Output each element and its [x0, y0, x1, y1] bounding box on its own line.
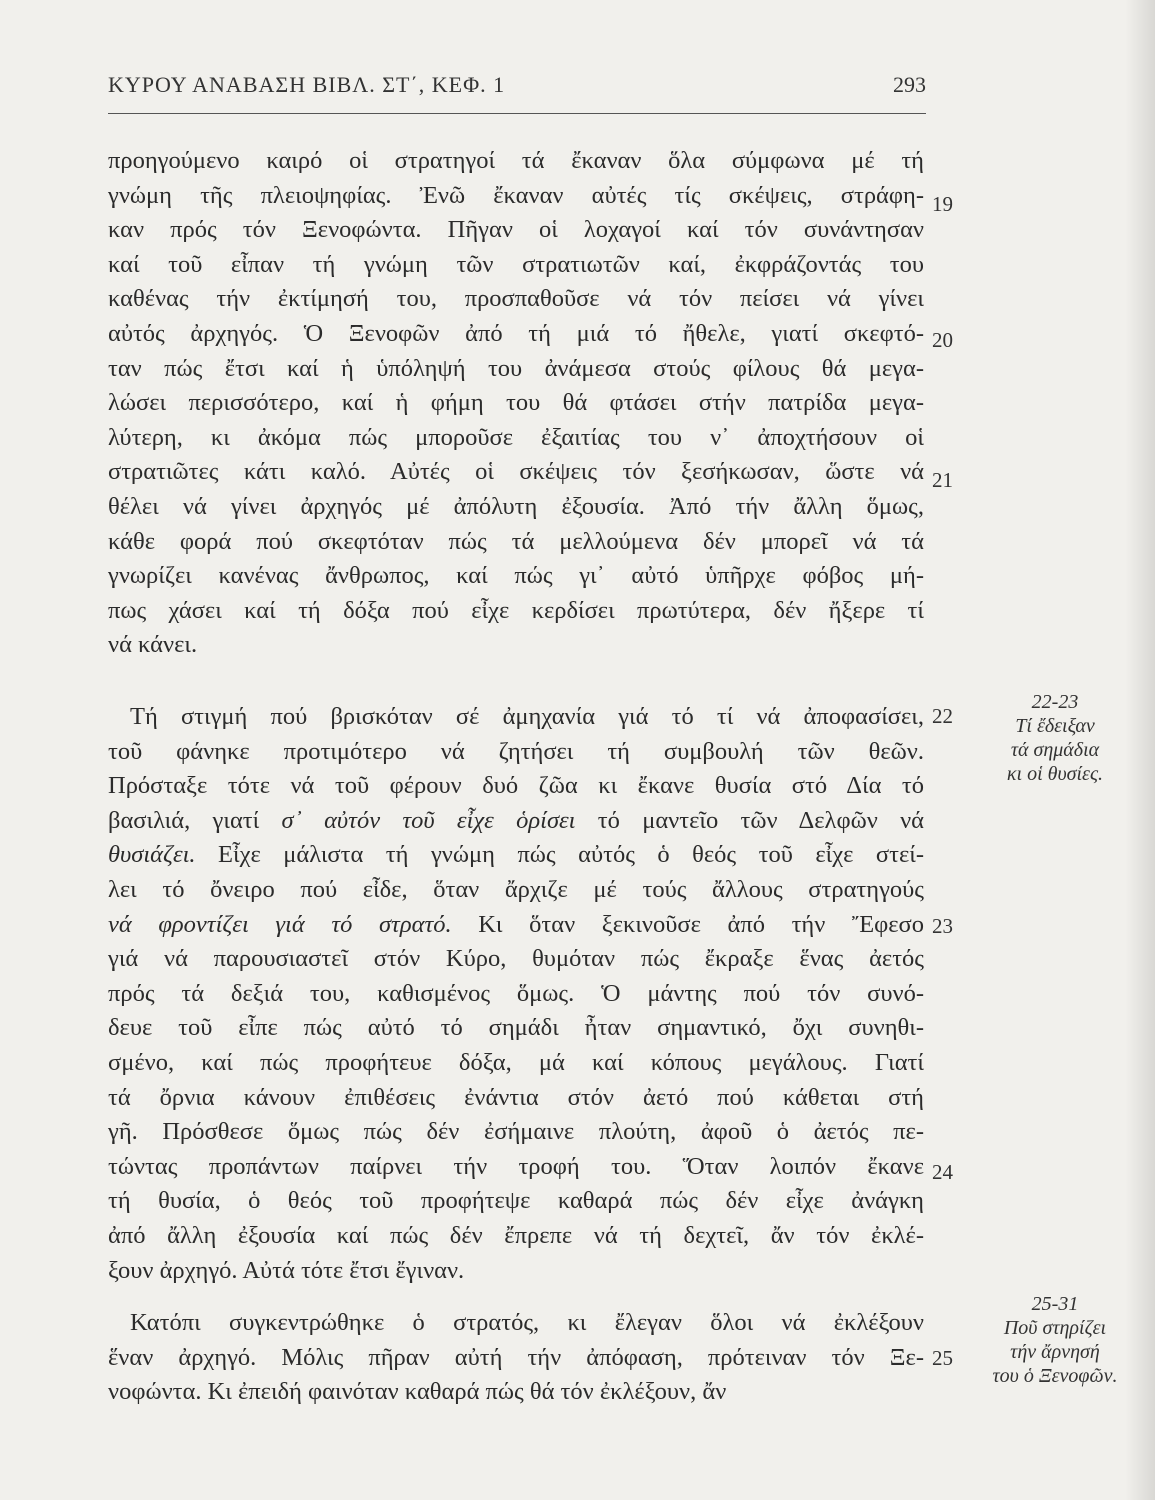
text-line — [108, 1184, 924, 1218]
text-line — [108, 213, 924, 247]
running-head-title: ΚΥΡΟΥ ΑΝΑΒΑΣΗ ΒΙΒΛ. ΣΤ΄, ΚΕΦ. 1 — [108, 72, 506, 97]
text-line — [108, 942, 924, 976]
italic-quote: θυσιάζει. — [108, 841, 196, 868]
text-segment: πως χάσει καί τή δόξα πού εἶχε κερδίσει πρωτύτερα, δέν ἤξερε τί — [108, 597, 924, 624]
text-segment: τό μαντεῖο τῶν Δελφῶν νά — [575, 807, 924, 834]
text-line — [108, 908, 924, 942]
text-segment: γιά νά παρουσιαστεῖ στόν Κύρο, θυμόταν πώς ἔκραξε ἕνας ἀετός — [108, 945, 924, 972]
italic-quote: νά φροντίζει γιά τό στρατό. — [108, 911, 452, 938]
margin-note-line: Ποῦ στηρίζει — [1003, 1317, 1107, 1339]
margin-note-line: Τί ἔδειξαν — [1015, 715, 1095, 737]
text-segment: αὐτός ἀρχηγός. Ὁ Ξενοφῶν ἀπό τή μιά τό ἤθελε, γιατί σκεφτό- — [108, 320, 924, 347]
text-segment: θέλει νά γίνει ἀρχηγός μέ ἀπόλυτη ἐξουσία. Ἀπό τήν ἄλλη ὅμως, — [108, 493, 924, 520]
text-segment: καθένας τήν ἐκτίμησή του, προσπαθοῦσε νά τόν πείσει νά γίνει — [108, 285, 924, 312]
text-segment: Κατόπι συγκεντρώθηκε ὁ στρατός, κι ἔλεγαν ὅλοι νά ἐκλέξουν — [130, 1309, 924, 1336]
text-segment: βασιλιά, γιατί — [108, 807, 282, 834]
section-number: 25 — [932, 1346, 953, 1370]
text-segment: καί τοῦ εἶπαν τή γνώμη τῶν στρατιωτῶν καί, ἐκφράζοντάς του — [108, 251, 924, 278]
text-segment: καν πρός τόν Ξενοφώντα. Πῆγαν οἱ λοχαγοί καί τόν συνάντησαν — [108, 216, 924, 243]
section-number: 24 — [932, 1160, 953, 1184]
text-line — [108, 769, 924, 803]
text-line — [108, 455, 924, 489]
text-line — [108, 386, 924, 420]
section-number: 22 — [932, 704, 953, 728]
text-line — [108, 525, 924, 559]
text-segment: Εἶχε μάλιστα τή γνώμη πώς αὐτός ὁ θεός τοῦ εἶχε στεί- — [195, 841, 924, 868]
italic-quote: σ᾽ αὐτόν τοῦ εἶχε ὁρίσει — [281, 807, 576, 834]
section-number: 23 — [932, 914, 953, 938]
text-line — [108, 1150, 924, 1184]
text-segment: λώσει περισσότερο, καί ἡ φήμη του θά φτάσει στήν πατρίδα μεγα- — [108, 389, 924, 416]
text-line — [108, 1011, 924, 1045]
text-segment: τοῦ φάνηκε προτιμότερο νά ζητήσει τή συμβουλή τῶν θεῶν. — [108, 738, 924, 765]
page-number: 293 — [893, 72, 926, 97]
margin-note-range: 22-23 — [1031, 691, 1079, 713]
text-line — [108, 282, 924, 316]
text-segment: λύτερη, κι ἀκόμα πώς μποροῦσε ἐξαιτίας του ν᾽ ἀποχτήσουν οἱ — [108, 424, 924, 451]
text-segment: προηγούμενο καιρό οἱ στρατηγοί τά ἔκαναν ὅλα σύμφωνα μέ τή — [108, 147, 924, 174]
text-segment: λει τό ὄνειρο πού εἶδε, ὅταν ἄρχιζε μέ τούς ἄλλους στρατηγούς — [108, 876, 924, 903]
text-segment: ἀπό ἄλλη ἐξουσία καί πώς δέν ἔπρεπε νά τή δεχτεῖ, ἄν τόν ἐκλέ- — [108, 1222, 924, 1249]
margin-note-line: τήν ἄρνησή — [1010, 1341, 1100, 1363]
text-line — [108, 628, 924, 662]
text-line — [108, 1046, 924, 1080]
text-segment: γνωρίζει κανένας ἄνθρωπος, καί πώς γι᾽ αὐτό ὑπῆρχε φόβος μή- — [108, 562, 924, 589]
text-line — [108, 977, 924, 1011]
text-segment: ἕναν ἀρχηγό. Μόλις πῆραν αὐτή τήν ἀπόφαση, πρότειναν τόν Ξε- — [108, 1344, 924, 1371]
text-line — [108, 1375, 924, 1409]
text-line — [108, 421, 924, 455]
text-line — [108, 735, 924, 769]
text-segment: τώντας προπάντων παίρνει τήν τροφή του. Ὅταν λοιπόν ἔκανε — [108, 1153, 924, 1180]
text-segment: νά κάνει. — [108, 631, 198, 658]
section-number: 19 — [932, 192, 953, 216]
text-line — [108, 317, 924, 351]
text-line — [130, 700, 924, 734]
text-segment: τά ὄρνια κάνουν ἐπιθέσεις ἐνάντια στόν ἀετό πού κάθεται στή — [108, 1084, 924, 1111]
text-segment: γνώμη τῆς πλειοψηφίας. Ἐνῶ ἔκαναν αὐτές τίς σκέψεις, στράφη- — [108, 182, 924, 209]
text-line — [108, 1081, 924, 1115]
text-segment: Κι ὅταν ξεκινοῦσε ἀπό τήν Ἔφεσο — [451, 911, 924, 938]
text-line — [108, 490, 924, 524]
margin-note-range: 25-31 — [1031, 1293, 1079, 1315]
text-line — [130, 1306, 924, 1340]
text-segment: Πρόσταξε τότε νά τοῦ φέρουν δυό ζῶα κι ἔκανε θυσία στό Δία τό — [108, 772, 924, 799]
text-line — [108, 1254, 924, 1288]
text-segment: γῆ. Πρόσθεσε ὅμως πώς δέν ἐσήμαινε πλούτη, ἀφοῦ ὁ ἀετός πε- — [108, 1118, 924, 1145]
text-segment: Τή στιγμή πού βρισκόταν σέ ἀμηχανία γιά τό τί νά ἀποφασίσει, — [130, 703, 924, 730]
text-line — [108, 559, 924, 593]
text-segment: νοφώντα. Κι ἐπειδή φαινόταν καθαρά πώς θά τόν ἐκλέξουν, ἄν — [108, 1378, 727, 1405]
section-number: 21 — [932, 468, 953, 492]
margin-note — [970, 1292, 1140, 1388]
header-rule — [108, 113, 926, 114]
margin-note — [970, 690, 1140, 786]
text-line — [108, 179, 924, 213]
text-line — [108, 144, 924, 178]
text-segment: τή θυσία, ὁ θεός τοῦ προφήτεψε καθαρά πώς δέν εἶχε ἀνάγκη — [108, 1187, 924, 1214]
text-line — [108, 838, 924, 872]
text-segment: στρατιῶτες κάτι καλό. Αὐτές οἱ σκέψεις τόν ξεσήκωσαν, ὥστε νά — [108, 458, 924, 485]
text-segment: ξουν ἀρχηγό. Αὐτά τότε ἔτσι ἔγιναν. — [108, 1257, 465, 1284]
text-segment: ταν πώς ἔτσι καί ἡ ὑπόληψή του ἀνάμεσα στούς φίλους θά μεγα- — [108, 355, 924, 382]
text-line — [108, 873, 924, 907]
margin-note-line: κι οἱ θυσίες. — [1006, 763, 1104, 785]
text-segment: δευε τοῦ εἶπε πώς αὐτό τό σημάδι ἦταν σημαντικό, ὄχι συνηθι- — [108, 1014, 924, 1041]
text-line — [108, 1219, 924, 1253]
text-line — [108, 352, 924, 386]
text-line — [108, 1115, 924, 1149]
margin-note-line: τά σημάδια — [1010, 739, 1100, 761]
text-line — [108, 804, 924, 838]
text-segment: κάθε φορά πού σκεφτόταν πώς τά μελλούμενα δέν μπορεῖ νά τά — [108, 528, 924, 555]
section-number: 20 — [932, 328, 953, 352]
text-segment: σμένο, καί πώς προφήτευε δόξα, μά καί κόπους μεγάλους. Γιατί — [108, 1049, 924, 1076]
text-line — [108, 248, 924, 282]
text-segment: πρός τά δεξιά του, καθισμένος ὅμως. Ὁ μάντης πού τόν συνό- — [108, 980, 924, 1007]
text-line — [108, 594, 924, 628]
margin-note-line: του ὁ Ξενοφῶν. — [992, 1365, 1118, 1387]
text-line — [108, 1341, 924, 1375]
